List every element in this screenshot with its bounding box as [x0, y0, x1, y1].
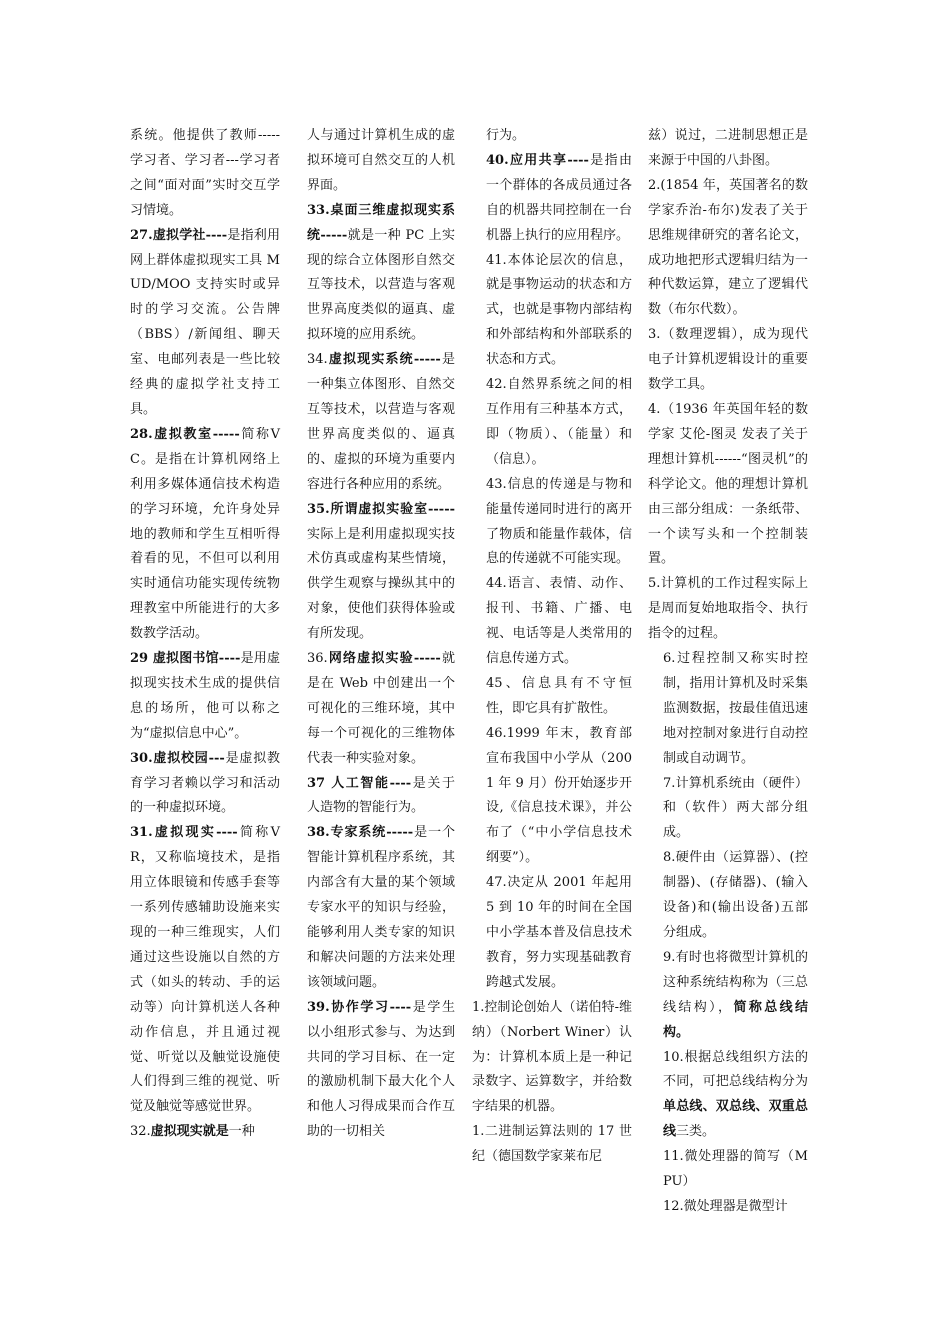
- text-run: 11.微处理器的简写（MPU）: [663, 1149, 808, 1190]
- paragraph: [648, 1145, 808, 1195]
- paragraph: [130, 747, 280, 822]
- paragraph: [307, 821, 455, 995]
- text-run: 人与通过计算机生成的虚拟环境可自然交互的人机界面。: [307, 128, 455, 193]
- paragraph: [472, 373, 632, 473]
- paragraph: [648, 323, 808, 398]
- text-run: 44.语言、表情、动作、报刊、书籍、广播、电视、电话等是人类常用的信息传递方式。: [486, 576, 632, 667]
- paragraph: [472, 473, 632, 573]
- text-run: 是用虚拟现实技术生成的提供信息的场所，他可以称之为“虚拟信息中心”。: [130, 651, 280, 741]
- paragraph: [472, 572, 632, 672]
- bold-term: 37 人工智能----: [307, 775, 412, 791]
- paragraph: [130, 124, 280, 224]
- text-column-2: [307, 124, 455, 1145]
- paragraph: [648, 1046, 808, 1146]
- text-column-4: [648, 124, 808, 1220]
- bold-term: 虚拟现实系统-----: [327, 352, 441, 368]
- text-column-3: [472, 124, 632, 1170]
- text-run: 简称VC。是指在计算机网络上利用多媒体通信技术构造的学习环境，允许身处异地的教师和学生互相听得着看的见，不但可以利用实时通信功能实现传统物理教室中所能进行的大多数教学活动。: [130, 426, 280, 642]
- bold-term: 38.专家系统-----: [307, 825, 414, 841]
- bold-term: 39.协作学习----: [307, 999, 412, 1015]
- text-run: 是虚拟教育学习者赖以学习和活动的一种虚拟环境。: [130, 750, 280, 816]
- text-column-1: [130, 124, 280, 1145]
- text-run: 是指利用网上群体虚拟现实工具 MUD/MOO 支持实时或异时的学习交流。公告牌（BBS）/新闻组、聊天室、电邮列表是一些比较经典的虚拟学社支持工具。: [130, 227, 280, 417]
- text-run: 43.信息的传递是与物和能量传递同时进行的离开了物质和能量作载体，信息的传递就不可能实现。: [486, 476, 632, 567]
- bold-term: 29 虚拟图书馆----: [130, 651, 241, 667]
- paragraph: [472, 996, 632, 1121]
- text-run: 就是一种 PC 上实现的综合立体图形自然交互等技术，以营造与客观世界高度类似的逼真、虚拟环境的应用系统。: [307, 227, 455, 343]
- paragraph: [307, 199, 455, 348]
- paragraph: [648, 174, 808, 323]
- text-run: 8.硬件由（运算器）、(控制器)、(存储器)、(输入设备)和(输出设备)五部分组成。: [663, 850, 808, 940]
- text-run: 41.本体论层次的信息，就是事物运动的状态和方式，也就是事物内部结构和外部结构和外部联系的状态和方式。: [486, 252, 632, 368]
- text-run: 是一种集立体图形、自然交互等技术，以营造与客观世界高度类似的、逼真的、虚拟的环境为重要内容进行各种应用的系统。: [307, 352, 455, 492]
- paragraph: [472, 124, 632, 149]
- text-run: 1.控制论创始人（诺伯特-维纳）（Norbert Winer）认为：计算机本质上是一种记录数字、运算数字，并给数字结果的机器。: [472, 999, 632, 1115]
- bold-term: 27.虚拟学社----: [130, 227, 228, 243]
- paragraph: [648, 1195, 808, 1220]
- text-run: 1.二进制运算法则的 17 世纪（德国数学家莱布尼: [472, 1124, 632, 1165]
- text-run: 是关于人造物的智能行为。: [307, 775, 455, 816]
- bold-term: 网络虚拟实验-----: [327, 651, 441, 667]
- text-run: 10.根据总线组织方法的不同，可把总线结构分为: [663, 1049, 808, 1090]
- text-run: 6.过程控制又称实时控制，指用计算机及时采集监测数据，按最佳值迅速地对控制对象进行自动控制或自动调节。: [663, 651, 808, 766]
- paragraph: [472, 149, 632, 249]
- paragraph: [307, 996, 455, 1145]
- bold-term: 28.虚拟教室-----: [130, 426, 240, 442]
- bold-term: 40.应用共享----: [486, 152, 589, 168]
- bold-term: 31.虚拟现实----: [130, 825, 238, 841]
- paragraph: [472, 1120, 632, 1170]
- paragraph: [307, 647, 455, 772]
- paragraph: [472, 871, 632, 996]
- text-run: 5.计算机的工作过程实际上是周而复始地取指令、执行指令的过程。: [648, 576, 808, 642]
- text-run: 7.计算机系统由（硬件）和（软件）两大部分组成。: [663, 775, 808, 841]
- paragraph: [307, 348, 455, 497]
- text-run: 32.: [130, 1124, 151, 1140]
- text-run: 9.有时也将微型计算机的这种系统结构称为（三总线结构），: [663, 949, 808, 1015]
- paragraph: [130, 821, 280, 1120]
- text-run: 3.（数理逻辑），成为现代电子计算机逻辑设计的重要数学工具。: [648, 327, 808, 393]
- paragraph: [648, 572, 808, 647]
- text-run: 是一个智能计算机程序系统，其内部含有大量的某个领域专家水平的知识与经验，能够利用人类专家的知识和解决问题的方法来处理该领域问题。: [307, 825, 455, 990]
- paragraph: [648, 124, 808, 174]
- text-run: 36.: [307, 651, 328, 667]
- paragraph: [130, 224, 280, 423]
- paragraph: [648, 398, 808, 572]
- text-run: 4.（1936 年英国年轻的数学家 艾伦-图灵 发表了关于理想计算机------“图灵机”的科学论文。他的理想计算机由三部分组成：一条纸带、一个读写头和一个控制装置。: [648, 401, 808, 567]
- text-run: 12.微处理器是微型计: [663, 1198, 788, 1214]
- paragraph: [472, 249, 632, 374]
- paragraph: [130, 647, 280, 747]
- paragraph: [307, 124, 455, 199]
- paragraph: [648, 647, 808, 772]
- bold-term: 单总线、双总线、双重总线: [663, 1099, 808, 1140]
- bold-term: 35.所谓虚拟实验室-----: [307, 501, 455, 517]
- paragraph: [472, 722, 632, 871]
- text-run: 实际上是利用虚拟现实技术仿真或虚构某些情境，供学生观察与操纵其中的对象，使他们获得体验或有所发现。: [307, 526, 455, 642]
- paragraph: [307, 772, 455, 822]
- paragraph: [648, 772, 808, 847]
- text-run: 45、信息具有不守恒性，即它具有扩散性。: [486, 675, 632, 716]
- text-run: 47.决定从 2001 年起用 5 到 10 年的时间在全国中小学基本普及信息技术教育，努力实现基础教育跨越式发展。: [486, 875, 632, 990]
- bold-term: 简称总线结构。: [663, 999, 808, 1040]
- text-run: 2.(1854 年，英国著名的数学家乔治-布尔)发表了关于思维规律研究的著名论文，成功地把形式逻辑归结为一种代数运算，建立了逻辑代数（布尔代数）。: [648, 177, 808, 318]
- bold-term: 30.虚拟校园---: [130, 750, 225, 766]
- paragraph: [648, 846, 808, 946]
- text-run: 兹）说过，二进制思想正是来源于中国的八卦图。: [648, 128, 808, 168]
- text-run: 34.: [307, 352, 328, 368]
- text-run: 是指由一个群体的各成员通过各自的机器共同控制在一台机器上执行的应用程序。: [486, 152, 632, 243]
- text-run: 就是在 Web 中创建出一个可视化的三维环境，其中每一个可视化的三维物体代表一种实验对象。: [307, 651, 455, 766]
- text-run: 42.自然界系统之间的相互作用有三种基本方式，即（物质）、（能量）和（信息）。: [486, 377, 632, 467]
- text-run: 三类。: [676, 1124, 716, 1140]
- paragraph: [130, 423, 280, 647]
- text-run: 46.1999 年末，教育部宣布我国中小学从（2001 年 9 月）份开始逐步开设,《信息技术课》，并公布了（“中小学信息技术纲要”）。: [486, 725, 632, 866]
- paragraph: [648, 946, 808, 1046]
- text-run: 是学生以小组形式参与、为达到共同的学习目标、在一定的激励机制下最大化个人和他人习得成果而合作互助的一切相关: [307, 999, 455, 1140]
- paragraph: [472, 672, 632, 722]
- text-run: 行为。: [486, 128, 526, 143]
- bold-term: 33.桌面三维虚拟现实系统-----: [307, 202, 455, 243]
- paragraph: [130, 1120, 280, 1145]
- paragraph: [307, 498, 455, 647]
- text-run: 系统。他提供了教师-----学习者、学习者---学习者之间“面对面”实时交互学习情境。: [130, 128, 280, 218]
- bold-term: 虚拟现实就是: [150, 1124, 229, 1140]
- text-run: 一种: [228, 1124, 255, 1140]
- text-run: 简称VR，又称临境技术，是指用立体眼镜和传感手套等一系列传感辅助设施来实现的一种三维现实，人们通过这些设施以自然的方式（如头的转动、手的运动等）向计算机送人各种动作信息，并且通过视觉、听觉以及触觉设施使人们得到三维的视觉、听觉及触觉等感觉世界。: [130, 825, 280, 1115]
